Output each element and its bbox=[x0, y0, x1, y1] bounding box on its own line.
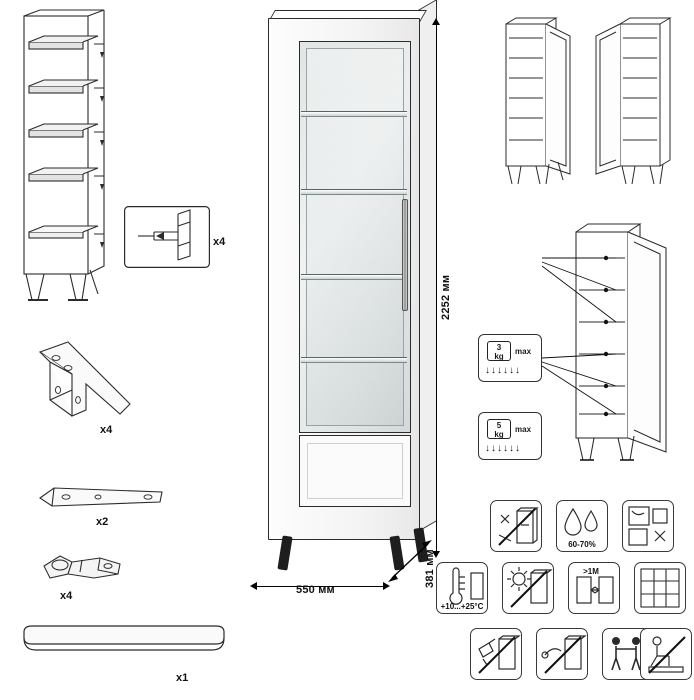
pictogram-temperature-range bbox=[436, 562, 488, 614]
diagram-shelf-load-cabinet bbox=[566, 218, 686, 478]
detail-callout-qty: x4 bbox=[213, 236, 226, 248]
glass-pane bbox=[306, 48, 404, 426]
leg-front-left bbox=[277, 535, 292, 570]
load-badge-5kg-max: max bbox=[515, 425, 532, 434]
load-badge-5kg-arrows: ↓↓↓↓↓↓ bbox=[485, 443, 521, 454]
pictogram-temperature-caption: +10...+25°C bbox=[440, 602, 484, 611]
load-3kg-unit: kg bbox=[494, 352, 504, 361]
part-hinge bbox=[38, 544, 134, 592]
part-corner-bracket-qty: x4 bbox=[100, 424, 113, 436]
svg-text:>1M: >1M bbox=[583, 567, 599, 576]
part-long-handle-qty: x1 bbox=[176, 672, 189, 684]
load-badge-3kg bbox=[478, 334, 542, 382]
pictogram-no-wet-cloth bbox=[622, 500, 674, 552]
pictogram-no-sharp-cleaning-tools bbox=[490, 500, 542, 552]
shelf-4 bbox=[301, 357, 407, 363]
pictogram-level-on-flat-floor bbox=[634, 562, 686, 614]
cabinet-front-body bbox=[268, 18, 420, 540]
pictogram-no-spray-chemicals bbox=[470, 628, 522, 680]
shelf-3 bbox=[301, 274, 407, 280]
dimension-height-label: 2252 мм bbox=[440, 274, 452, 320]
dimension-depth-label: 381 мм bbox=[424, 549, 436, 588]
load-3kg-number: 3 bbox=[496, 343, 502, 352]
pictogram-keep-distance-from-heat bbox=[568, 562, 620, 614]
dimension-width-label: 550 мм bbox=[296, 584, 335, 596]
part-flat-bar bbox=[36, 480, 166, 514]
load-badge-3kg-value bbox=[487, 341, 511, 361]
load-badge-3kg-max: max bbox=[515, 347, 532, 356]
lower-door-panel bbox=[307, 443, 403, 499]
load-badge-5kg-value bbox=[487, 419, 511, 439]
shelf-1 bbox=[301, 111, 407, 117]
detail-callout-shelf-support bbox=[124, 206, 210, 268]
part-hinge-qty: x4 bbox=[60, 590, 73, 602]
lower-door bbox=[299, 435, 411, 507]
load-5kg-number: 5 bbox=[496, 421, 502, 430]
pictogram-no-impact bbox=[536, 628, 588, 680]
pictogram-humidity-caption: 60-70% bbox=[568, 540, 596, 549]
diagram-door-open-left-hinge bbox=[498, 14, 580, 194]
main-cabinet-render bbox=[250, 8, 440, 568]
part-corner-bracket bbox=[34, 338, 144, 424]
part-flat-bar-qty: x2 bbox=[96, 516, 109, 528]
load-5kg-unit: kg bbox=[494, 430, 504, 439]
pictogram-no-sitting-on-furniture bbox=[640, 628, 692, 680]
shelf-2 bbox=[301, 189, 407, 195]
part-long-handle bbox=[18, 622, 230, 668]
diagram-open-cabinet-left bbox=[14, 8, 124, 308]
glass-door bbox=[299, 41, 411, 433]
load-badge-5kg bbox=[478, 412, 542, 460]
diagram-door-open-right-hinge bbox=[594, 14, 676, 194]
pictogram-avoid-direct-sunlight bbox=[502, 562, 554, 614]
door-handle bbox=[402, 199, 408, 311]
pictogram-humidity-range bbox=[556, 500, 608, 552]
load-badge-3kg-arrows: ↓↓↓↓↓↓ bbox=[485, 365, 521, 376]
